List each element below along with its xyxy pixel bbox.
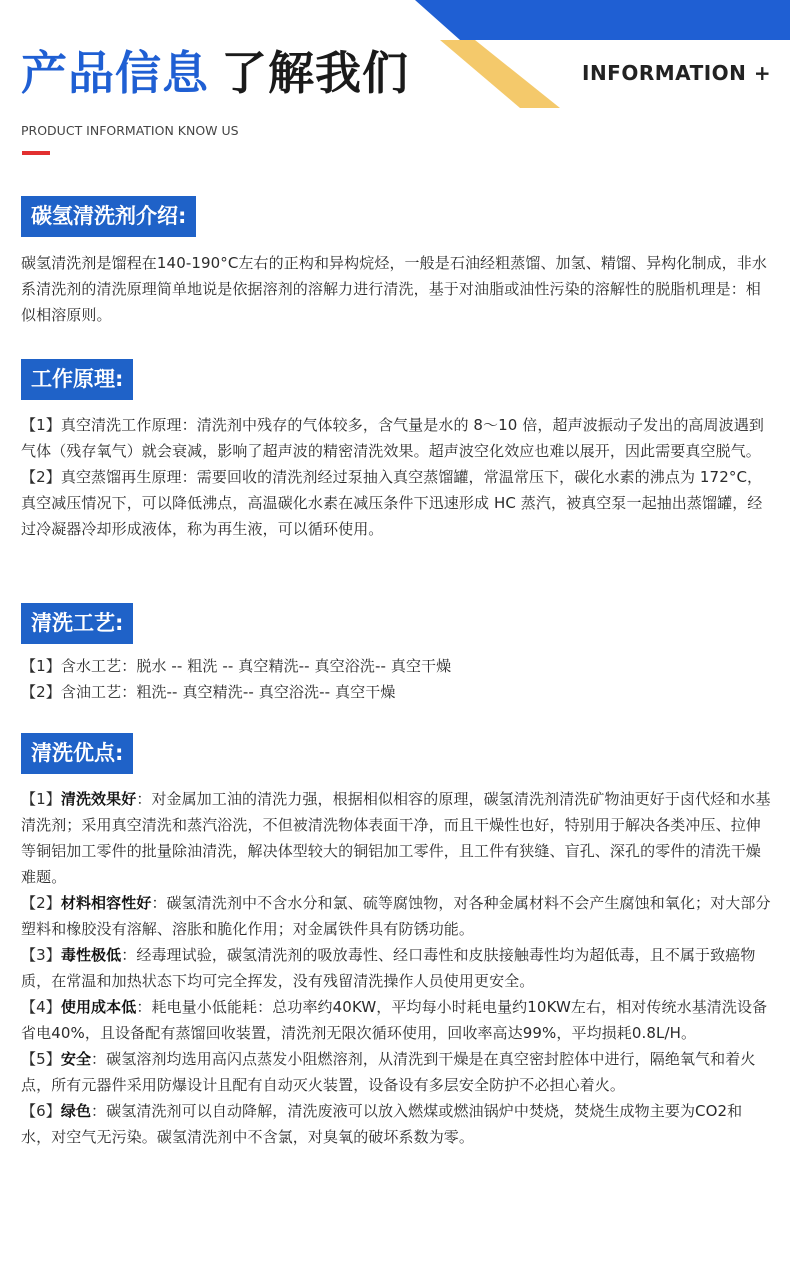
- page-title: [21, 46, 409, 101]
- item-text: ：对金属加工油的清洗力强，根据相似相容的原理，碳氢清洗剂清洗矿物油更好于卤代烃和水基清洗剂；采用真空清洗和蒸汽浴洗，不但被清洗物体表面干净，而且干燥性也好，特别用于解决各类冲压、拉伸等铜铝加工零件的批量除油清洗，解决体型较大的铜铝加工零件，且工件有狭缝、盲孔、深孔的零件的清洗干燥难题。: [21, 790, 771, 886]
- item-prefix: 【2】: [21, 468, 61, 486]
- advantage-item: [21, 786, 771, 890]
- process-item: [21, 653, 771, 679]
- item-prefix: 【1】: [21, 790, 61, 808]
- advantage-item: [21, 994, 771, 1046]
- principle-section-heading: 工作原理:: [21, 359, 133, 400]
- item-prefix: 【6】: [21, 1102, 61, 1120]
- blue-banner-stripe: [415, 0, 790, 40]
- page-subtitle: PRODUCT INFORMATION KNOW US: [21, 123, 239, 138]
- item-text: 真空蒸馏再生原理：需要回收的清洗剂经过泵抽入真空蒸馏罐，常温常压下，碳化水素的沸点为 172°C，真空减压情况下，可以降低沸点，高温碳化水素在减压条件下迅速形成 HC 蒸汽，被真空泵一起抽出蒸馏罐，经过冷凝器冷却形成液体，称为再生液，可以循环使用。: [21, 468, 763, 538]
- process-section-heading: 清洗工艺:: [21, 603, 133, 644]
- item-prefix: 【2】: [21, 683, 61, 701]
- advantage-item: [21, 890, 771, 942]
- item-text: ：碳氢清洗剂中不含水分和氯、硫等腐蚀物，对各种金属材料不会产生腐蚀和氧化；对大部分塑料和橡胶没有溶解、溶胀和脆化作用；对金属铁件具有防锈功能。: [21, 894, 771, 938]
- item-text: ：碳氢溶剂均选用高闪点蒸发小阻燃溶剂，从清洗到干燥是在真空密封腔体中进行，隔绝氧气和着火点，所有元器件采用防爆设计且配有自动灭火装置，设备设有多层安全防护不必担心着火。: [21, 1050, 756, 1094]
- item-text: 含水工艺：脱水 -- 粗洗 -- 真空精洗-- 真空浴洗-- 真空干燥: [60, 657, 452, 675]
- intro-text: 碳氢清洗剂是馏程在140-190°C左右的正构和异构烷烃，一般是石油经粗蒸馏、加氢、精馏、异构化制成，非水系清洗剂的清洗原理简单地说是依据溶剂的溶解力进行清洗，基于对油脂或油性污染的溶解性的脱脂机理是：相似相溶原则。: [21, 254, 767, 324]
- item-bold-term: 安全: [60, 1050, 92, 1068]
- intro-section-heading: 碳氢清洗剂介绍:: [21, 196, 196, 237]
- advantages-paragraph: [21, 786, 771, 1150]
- intro-paragraph: [21, 250, 771, 328]
- item-bold-term: 使用成本低: [60, 998, 137, 1016]
- principle-item: [21, 464, 771, 542]
- advantages-section-heading: 清洗优点:: [21, 733, 133, 774]
- item-text: ：经毒理试验，碳氢清洗剂的吸放毒性、经口毒性和皮肤接触毒性均为超低毒，且不属于致癌物质，在常温和加热状态下均可完全挥发，没有残留清洗操作人员使用更安全。: [21, 946, 756, 990]
- item-text: ：耗电量小低能耗：总功率约40KW，平均每小时耗电量约10KW左右，相对传统水基清洗设备省电40%，且设备配有蒸馏回收装置，清洗剂无限次循环使用，回收率高达99%，平均损耗0.8L/H。: [21, 998, 768, 1042]
- item-prefix: 【1】: [21, 657, 61, 675]
- red-accent-divider: [22, 151, 50, 155]
- advantage-item: [21, 942, 771, 994]
- item-prefix: 【1】: [21, 416, 61, 434]
- item-prefix: 【2】: [21, 894, 61, 912]
- page-title-dark: 了解我们: [221, 46, 409, 100]
- information-plus-label: INFORMATION +: [582, 61, 772, 85]
- item-bold-term: 毒性极低: [60, 946, 122, 964]
- item-bold-term: 清洗效果好: [60, 790, 137, 808]
- process-item: [21, 679, 771, 705]
- item-bold-term: 绿色: [60, 1102, 92, 1120]
- item-prefix: 【4】: [21, 998, 61, 1016]
- item-text: 含油工艺：粗洗-- 真空精洗-- 真空浴洗-- 真空干燥: [60, 683, 396, 701]
- item-prefix: 【3】: [21, 946, 61, 964]
- item-text: 真空清洗工作原理：清洗剂中残存的气体较多，含气量是水的 8～10 倍，超声波振动子发出的高周波遇到气体（残存氧气）就会衰减，影响了超声波的精密清洗效果。超声波空化效应也难以展开，因此需要真空脱气。: [21, 416, 764, 460]
- advantage-item: [21, 1046, 771, 1098]
- principle-paragraph: [21, 412, 771, 542]
- page-title-blue: 产品信息: [21, 46, 209, 100]
- advantage-item: [21, 1098, 771, 1150]
- item-text: ：碳氢清洗剂可以自动降解，清洗废液可以放入燃煤或燃油锅炉中焚烧，焚烧生成物主要为CO2和水，对空气无污染。碳氢清洗剂中不含氯，对臭氧的破坏系数为零。: [21, 1102, 743, 1146]
- item-prefix: 【5】: [21, 1050, 61, 1068]
- principle-item: [21, 412, 771, 464]
- item-bold-term: 材料相容性好: [60, 894, 152, 912]
- process-paragraph: [21, 653, 771, 705]
